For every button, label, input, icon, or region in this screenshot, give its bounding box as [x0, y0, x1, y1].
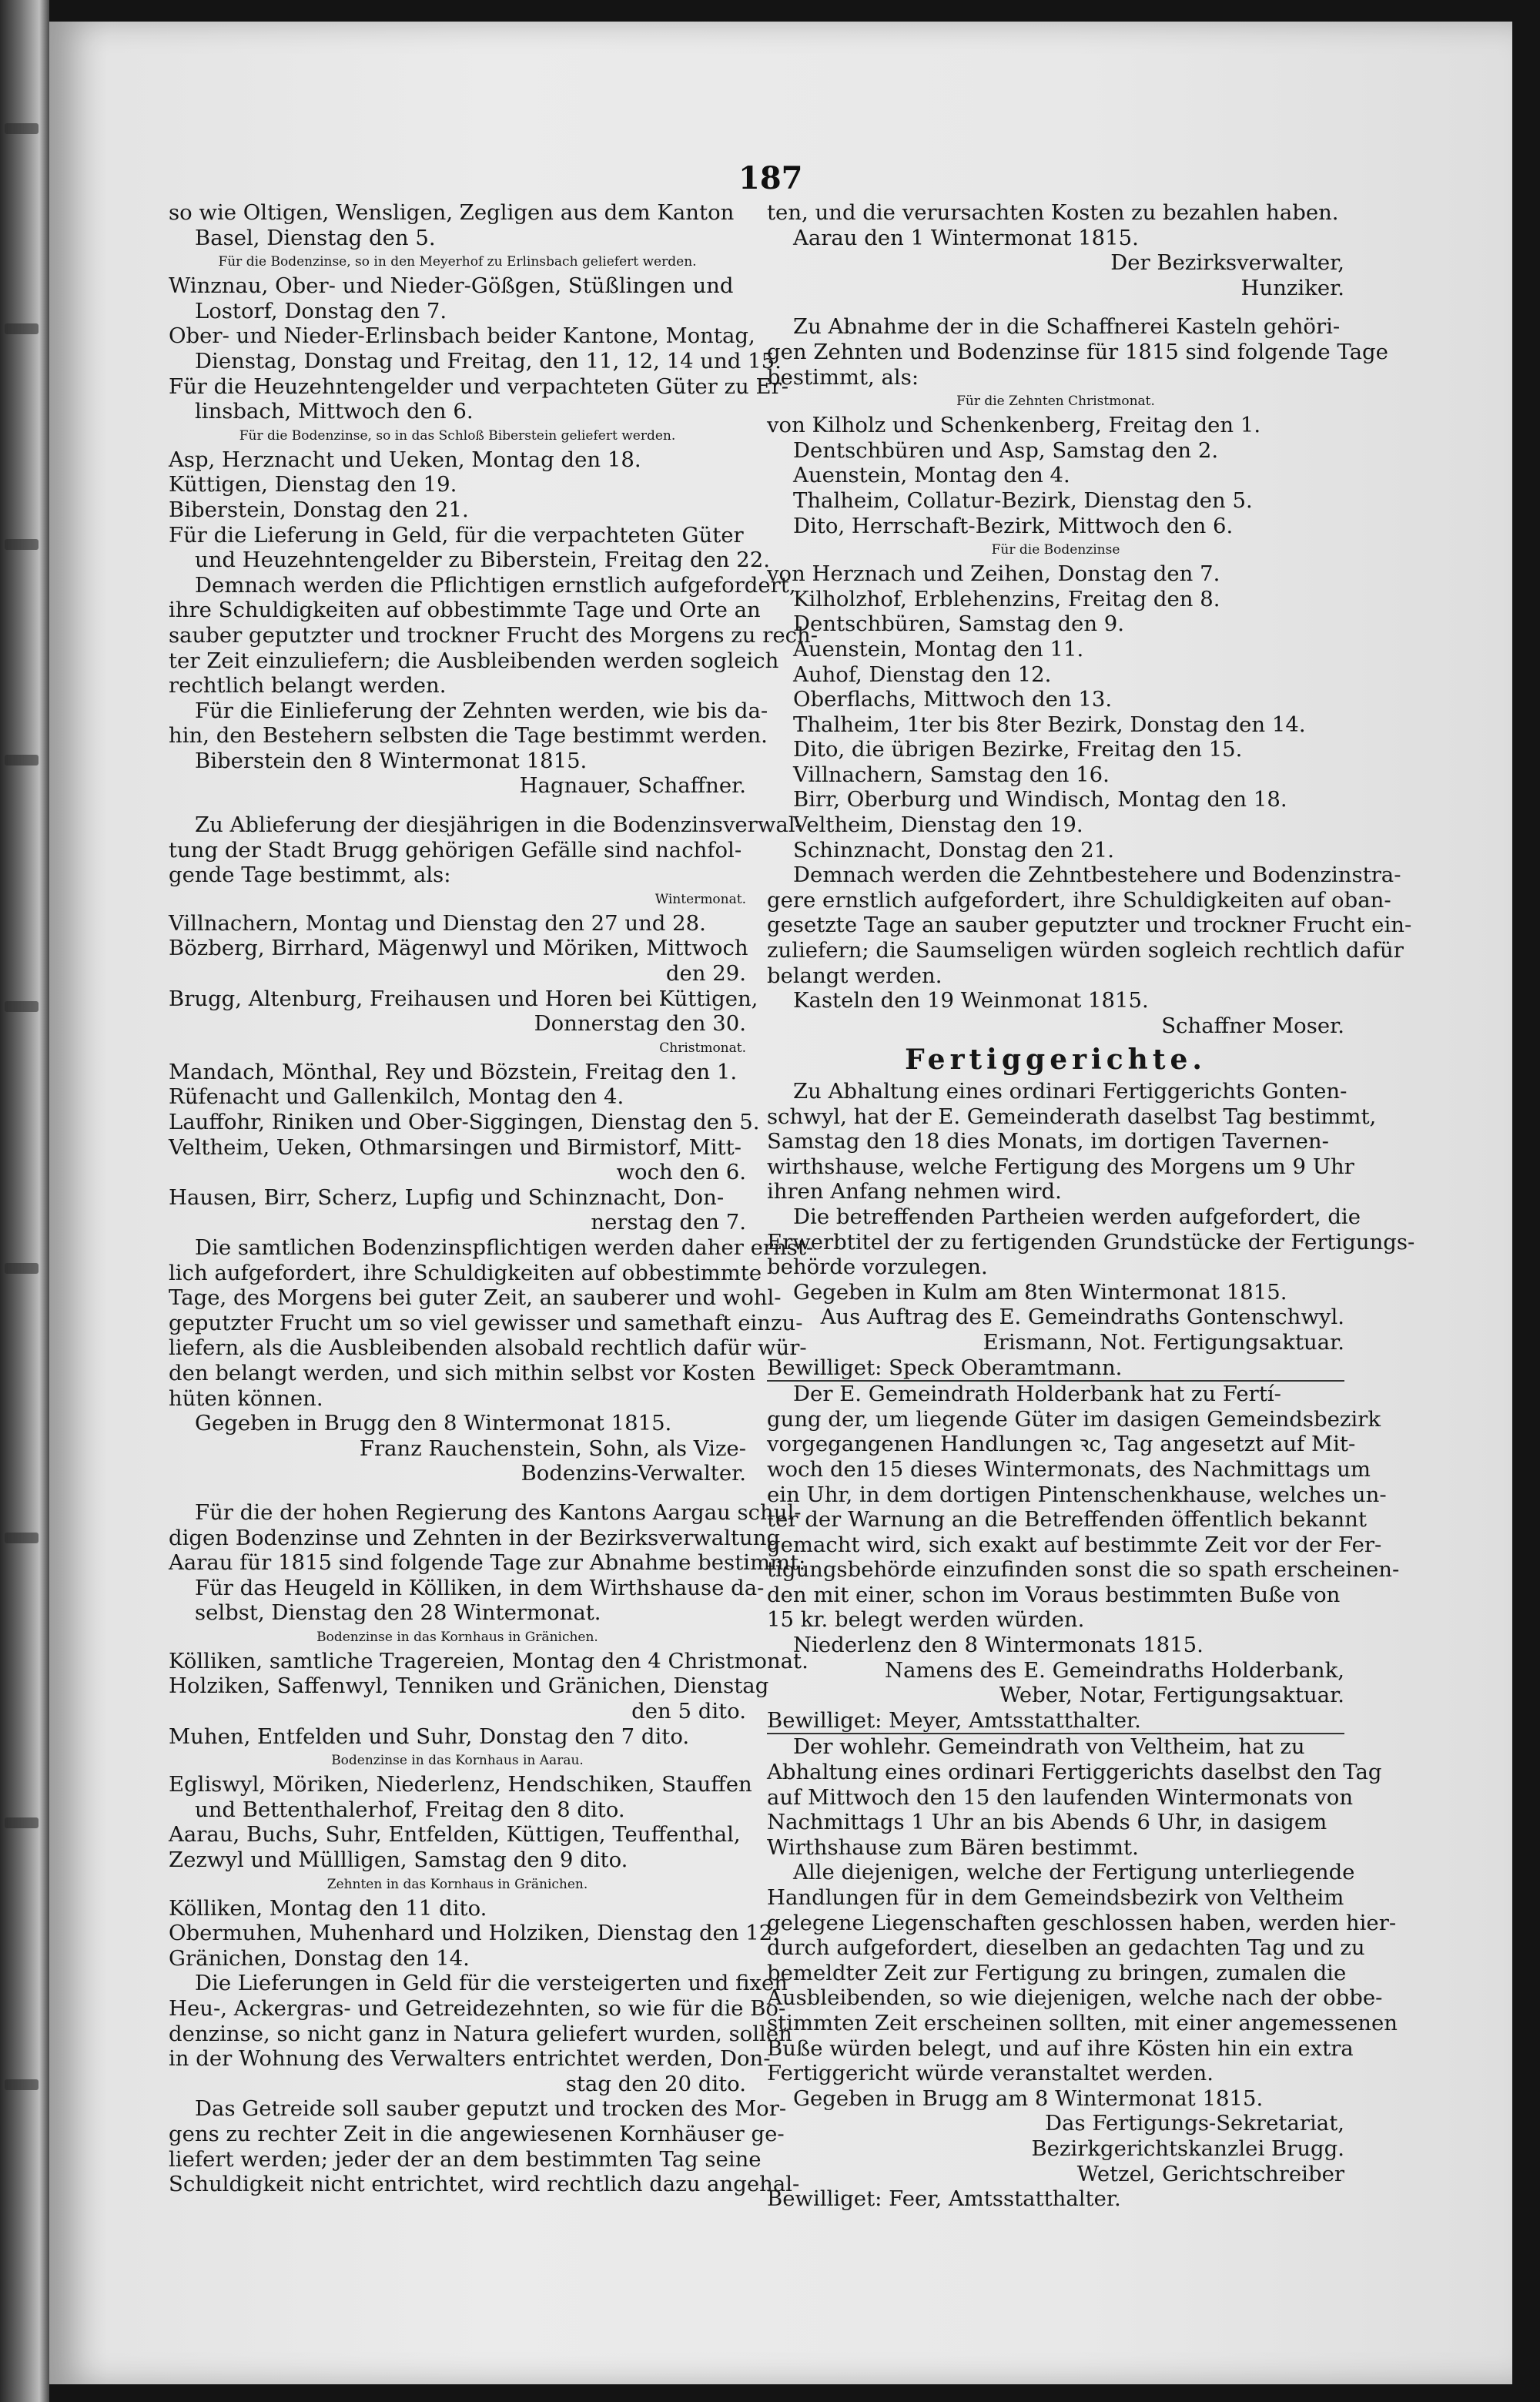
text-line: Bözberg, Birrhard, Mägenwyl und Möriken, Mittwoch: [169, 936, 748, 961]
text-line: Thalheim, 1ter bis 8ter Bezirk, Donstag den 14.: [793, 712, 1306, 737]
text-line: Handlungen für in dem Gemeindsbezirk von Veltheim: [767, 1885, 1344, 1910]
text-line: bestimmt, als:: [767, 364, 919, 390]
text-line: Küttigen, Dienstag den 19.: [169, 472, 457, 497]
text-line: Die Lieferungen in Geld für die versteigerten und fixen: [195, 1971, 788, 1996]
text-line: Aarau für 1815 sind folgende Tage zur Abnahme bestimmt:: [169, 1550, 806, 1576]
text-line: Buße würden belegt, und auf ihre Kösten hin ein extra: [767, 2035, 1354, 2061]
text-line: Ober- und Nieder-Erlinsbach beider Kantone, Montag,: [169, 323, 755, 349]
text-line: Ausbleibenden, so wie diejenigen, welche nach der obbe-: [767, 1985, 1383, 2011]
text-line: ein Uhr, in dem dortigen Pintenschenkhause, welches un-: [767, 1482, 1387, 1507]
text-line: ihre Schuldigkeiten auf obbestimmte Tage und Orte an: [169, 598, 761, 623]
text-line: gemacht wird, sich exakt auf bestimmte Zeit vor der Fer-: [767, 1532, 1382, 1557]
text-line: gung der, um liegende Güter im dasigen Gemeindsbezirk: [767, 1406, 1381, 1432]
text-line: Demnach werden die Pflichtigen ernstlich aufgefordert,: [195, 572, 796, 598]
text-line: Dito, Herrschaft-Bezirk, Mittwoch den 6.: [793, 513, 1234, 538]
subheading: Für die Bodenzinse: [991, 542, 1120, 558]
text-line: Donnerstag den 30.: [534, 1011, 746, 1037]
text-line: Zu Abnahme der in die Schaffnerei Kasteln gehöri-: [793, 314, 1341, 340]
text-line: ter Zeit einzuliefern; die Ausbleibenden werden sogleich: [169, 648, 779, 673]
text-line: Auenstein, Montag den 11.: [793, 636, 1084, 662]
text-line: Kölliken, Montag den 11 dito.: [169, 1895, 487, 1921]
text-line: Tage, des Morgens bei guter Zeit, an sauberer und wohl-: [169, 1285, 782, 1311]
subheading: Für die Bodenzinse, so in den Meyerhof zu Erlinsbach geliefert werden.: [218, 254, 697, 270]
text-line: Veltheim, Dienstag den 19.: [793, 812, 1083, 838]
text-line: Gegeben in Kulm am 8ten Wintermonat 1815.: [793, 1279, 1287, 1305]
text-line: Dentschbüren und Asp, Samstag den 2.: [793, 437, 1219, 463]
text-line: Biberstein den 8 Wintermonat 1815.: [195, 748, 588, 773]
text-line: von Herznach und Zeihen, Donstag den 7.: [767, 561, 1220, 587]
text-line: Lostorf, Donstag den 7.: [195, 298, 447, 323]
facing-page-edge: [0, 0, 49, 2402]
text-line: belangt werden.: [767, 963, 942, 988]
text-line: hin, den Bestehern selbsten die Tage bestimmt werden.: [169, 723, 768, 749]
text-line: liefern, als die Ausbleibenden alsobald rechtlich dafür wür-: [169, 1335, 807, 1361]
subheading: Christmonat.: [659, 1040, 746, 1056]
text-line: vorgegangenen Handlungen ꝛc, Tag angesetzt auf Mit-: [767, 1432, 1356, 1457]
text-line: Aarau, Buchs, Suhr, Entfelden, Küttigen, Teuffenthal,: [169, 1822, 741, 1848]
text-line: Für das Heugeld in Kölliken, in dem Wirthshause da-: [195, 1575, 765, 1600]
subheading: Für die Zehnten Christmonat.: [956, 394, 1155, 410]
left-column: [169, 200, 819, 2197]
text-line: Obermuhen, Muhenhard und Holziken, Dienstag den 12.: [169, 1921, 780, 1946]
text-line: gens zu rechter Zeit in die angewiesenen Kornhäuser ge-: [169, 2121, 785, 2146]
text-line: gende Tage bestimmt, als:: [169, 863, 451, 888]
text-line: denzinse, so nicht ganz in Natura geliefert wurden, sollen: [169, 2021, 792, 2046]
text-line: Bezirkgerichtskanzlei Brugg.: [1031, 2136, 1344, 2161]
text-line: Biberstein, Donstag den 21.: [169, 497, 469, 522]
text-line: Basel, Dienstag den 5.: [195, 225, 436, 250]
paragraph-gap: [169, 799, 746, 812]
text-line: den belangt werden, und sich mithin selbst vor Kosten: [169, 1360, 756, 1385]
text-line: woch den 6.: [616, 1160, 746, 1185]
text-line: Aarau den 1 Wintermonat 1815.: [793, 225, 1139, 250]
text-line: ten, und die verursachten Kosten zu bezahlen haben.: [767, 200, 1339, 225]
text-line: ihren Anfang nehmen wird.: [767, 1179, 1062, 1204]
text-line: Fertiggericht würde veranstaltet werden.: [767, 2061, 1214, 2086]
text-line: Hunziker.: [1240, 275, 1344, 300]
text-line: den mit einer, schon im Voraus bestimmten Buße von: [767, 1582, 1341, 1607]
text-line: schwyl, hat der E. Gemeinderath daselbst Tag bestimmt,: [767, 1104, 1377, 1129]
text-line: so wie Oltigen, Wensligen, Zegligen aus dem Kanton: [169, 200, 735, 225]
text-line: Für die Heuzehntengelder und verpachteten Güter zu Er-: [169, 374, 789, 399]
text-line: Zu Abhaltung eines ordinari Fertiggerichts Gonten-: [793, 1079, 1348, 1104]
text-line: Namens des E. Gemeindraths Holderbank,: [885, 1657, 1344, 1683]
text-line: Holziken, Saffenwyl, Tenniken und Gränichen, Dienstag: [169, 1673, 769, 1699]
text-line: Birr, Oberburg und Windisch, Montag den 18.: [793, 787, 1287, 812]
text-line: Wirthshause zum Bären bestimmt.: [767, 1834, 1139, 1860]
text-line: Kasteln den 19 Weinmonat 1815.: [793, 988, 1149, 1013]
subheading: Bodenzinse in das Kornhaus in Aarau.: [331, 1753, 584, 1769]
subheading: Zehnten in das Kornhaus in Gränichen.: [326, 1876, 588, 1892]
subheading: Wintermonat.: [654, 891, 746, 907]
text-line: rechtlich belangt werden.: [169, 673, 447, 698]
text-line: sauber geputzter und trockner Frucht des Morgens zu rech-: [169, 622, 819, 648]
text-line: hüten können.: [169, 1385, 323, 1411]
text-line: Kilholzhof, Erblehenzins, Freitag den 8.: [793, 586, 1220, 611]
text-line: Bewilliget: Speck Oberamtmann.: [767, 1355, 1123, 1380]
text-line: Nachmittags 1 Uhr an bis Abends 6 Uhr, in dasigem: [767, 1810, 1327, 1835]
text-line: geputzter Frucht um so viel gewisser und samethaft einzu-: [169, 1310, 803, 1335]
text-line: wirthshause, welche Fertigung des Morgens um 9 Uhr: [767, 1154, 1354, 1179]
text-line: Erismann, Not. Fertigungsaktuar.: [983, 1329, 1344, 1355]
text-line: Niederlenz den 8 Wintermonats 1815.: [793, 1633, 1204, 1658]
text-line: auf Mittwoch den 15 den laufenden Wintermonats von: [767, 1784, 1354, 1810]
text-line: Abhaltung eines ordinari Fertiggerichts daselbst den Tag: [767, 1760, 1382, 1785]
text-line: Bewilliget: Meyer, Amtsstatthalter.: [767, 1707, 1141, 1733]
text-line: Bodenzins-Verwalter.: [521, 1461, 746, 1486]
text-line: Brugg, Altenburg, Freihausen und Horen bei Küttigen,: [169, 986, 758, 1011]
text-line: digen Bodenzinse und Zehnten in der Bezirksverwaltung: [169, 1525, 781, 1550]
text-line: gere ernstlich aufgefordert, ihre Schuldigkeiten auf oban-: [767, 887, 1391, 913]
text-line: Heu-, Ackergras- und Getreidezehnten, so wie für die Bo-: [169, 1996, 786, 2021]
text-line: Aus Auftrag des E. Gemeindraths Gontenschwyl.: [820, 1305, 1344, 1330]
subheading: Bodenzinse in das Kornhaus in Gränichen.: [316, 1629, 598, 1645]
text-line: linsbach, Mittwoch den 6.: [195, 399, 474, 424]
text-line: Gegeben in Brugg am 8 Wintermonat 1815.: [793, 2085, 1264, 2111]
text-line: Das Getreide soll sauber geputzt und trocken des Mor-: [195, 2096, 787, 2122]
text-line: Lauffohr, Riniken und Ober-Siggingen, Dienstag den 5.: [169, 1110, 760, 1134]
page-number: 187: [738, 160, 803, 196]
text-line: Villnachern, Montag und Dienstag den 27 und 28.: [169, 910, 706, 936]
text-line: Winznau, Ober- und Nieder-Gößgen, Stüßlingen und: [169, 273, 734, 299]
text-line: tigungsbehörde einzufinden sonst die so spath erscheinen-: [767, 1557, 1400, 1583]
text-line: Für die Einlieferung der Zehnten werden, wie bis da-: [195, 698, 768, 723]
text-line: Schinznacht, Donstag den 21.: [793, 837, 1114, 863]
text-line: Alle diejenigen, welche der Fertigung unterliegende: [793, 1860, 1355, 1885]
text-line: Bewilliget: Feer, Amtsstatthalter.: [767, 2186, 1121, 2212]
text-line: Asp, Herznacht und Ueken, Montag den 18.: [169, 447, 641, 472]
text-line: von Kilholz und Schenkenberg, Freitag den 1.: [767, 413, 1261, 438]
text-line: Für die Lieferung in Geld, für die verpachteten Güter: [169, 522, 744, 548]
text-line: stimmten Zeit erscheinen sollten, mit einer angemessenen: [767, 2010, 1398, 2035]
text-line: Die betreffenden Partheien werden aufgefordert, die: [793, 1204, 1361, 1229]
text-line: Für die der hohen Regierung des Kantons Aargau schul-: [195, 1499, 802, 1525]
text-line: Das Fertigungs-Sekretariat,: [1045, 2111, 1344, 2136]
text-line: 15 kr. belegt werden würden.: [767, 1607, 1085, 1633]
text-line: Wetzel, Gerichtschreiber: [1076, 2161, 1344, 2186]
text-line: und Bettenthalerhof, Freitag den 8 dito.: [195, 1797, 625, 1822]
text-line: Die samtlichen Bodenzinspflichtigen werden daher ernst-: [195, 1235, 814, 1260]
text-line: Kölliken, samtliche Tragereien, Montag den 4 Christmonat.: [169, 1648, 808, 1673]
text-line: lich aufgefordert, ihre Schuldigkeiten auf obbestimmte: [169, 1260, 762, 1285]
text-line: Mandach, Mönthal, Rey und Bözstein, Freitag den 1.: [169, 1059, 738, 1084]
text-line: Veltheim, Ueken, Othmarsingen und Birmistorf, Mitt-: [169, 1134, 742, 1160]
text-line: ter der Warnung an die Betreffenden öffentlich bekannt: [767, 1507, 1367, 1533]
text-line: Der Bezirksverwalter,: [1110, 250, 1344, 276]
text-line: Erwerbtitel der zu fertigenden Grundstücke der Fertigungs-: [767, 1229, 1415, 1255]
text-line: Egliswyl, Möriken, Niederlenz, Hendschiken, Stauffen: [169, 1772, 752, 1797]
text-line: liefert werden; jeder der an dem bestimmten Tag seine: [169, 2146, 762, 2172]
text-line: bemeldter Zeit zur Fertigung zu bringen, zumalen die: [767, 1960, 1347, 1985]
text-line: Gegeben in Brugg den 8 Wintermonat 1815.: [195, 1411, 672, 1436]
paragraph-gap: [767, 300, 1344, 314]
text-line: Schuldigkeit nicht entrichtet, wird rechtlich dazu angehal-: [169, 2172, 800, 2197]
text-line: Thalheim, Collatur-Bezirk, Dienstag den 5.: [793, 487, 1253, 513]
text-line: durch aufgefordert, dieselben an gedachten Tag und zu: [767, 1935, 1365, 1961]
text-line: gelegene Liegenschaften geschlossen haben, werden hier-: [767, 1910, 1397, 1935]
text-line: Auenstein, Montag den 4.: [793, 463, 1070, 488]
text-line: Weber, Notar, Fertigungsaktuar.: [999, 1683, 1344, 1708]
text-line: und Heuzehntengelder zu Biberstein, Freitag den 22.: [195, 548, 770, 573]
text-line: Hausen, Birr, Scherz, Lupfig und Schinznacht, Don-: [169, 1184, 725, 1210]
subheading: Für die Bodenzinse, so in das Schloß Biberstein geliefert werden.: [239, 427, 676, 444]
text-line: stag den 20 dito.: [565, 2071, 746, 2096]
text-line: Samstag den 18 dies Monats, im dortigen Tavernen-: [767, 1129, 1329, 1154]
text-line: Muhen, Entfelden und Suhr, Donstag den 7 dito.: [169, 1724, 690, 1749]
right-column: [767, 200, 1415, 2212]
text-line: Hagnauer, Schaffner.: [519, 773, 746, 799]
text-line: woch den 15 dieses Wintermonats, des Nachmittags um: [767, 1456, 1371, 1482]
paragraph-gap: [169, 1486, 746, 1500]
text-line: den 29.: [665, 961, 746, 987]
text-line: gen Zehnten und Bodenzinse für 1815 sind folgende Tage: [767, 339, 1388, 364]
text-line: nerstag den 7.: [591, 1210, 746, 1235]
newspaper-page: [49, 22, 1512, 2384]
text-line: Der E. Gemeindrath Holderbank hat zu Fertí-: [793, 1382, 1281, 1407]
text-line: den 5 dito.: [631, 1699, 746, 1724]
text-line: zuliefern; die Saumseligen würden sogleich rechtlich dafür: [767, 938, 1404, 963]
text-line: Demnach werden die Zehntbestehere und Bodenzinstra-: [793, 863, 1401, 888]
text-line: Dentschbüren, Samstag den 9.: [793, 611, 1125, 637]
text-line: Rüfenacht und Gallenkilch, Montag den 4.: [169, 1084, 624, 1110]
text-line: Dienstag, Donstag und Freitag, den 11, 12, 14 und 15.: [195, 348, 782, 374]
text-line: in der Wohnung des Verwalters entrichtet werden, Don-: [169, 2046, 771, 2072]
text-line: Oberflachs, Mittwoch den 13.: [793, 687, 1113, 712]
text-line: Dito, die übrigen Bezirke, Freitag den 15.: [793, 737, 1243, 762]
text-line: Zu Ablieferung der diesjährigen in die Bodenzinsverwal-: [195, 812, 802, 838]
text-line: Schaffner Moser.: [1161, 1013, 1344, 1038]
text-line: Gränichen, Donstag den 14.: [169, 1945, 470, 1971]
section-heading: Fertiggerichte.: [905, 1044, 1207, 1077]
text-line: Der wohlehr. Gemeindrath von Veltheim, hat zu: [793, 1734, 1305, 1760]
text-line: Auhof, Dienstag den 12.: [793, 662, 1052, 687]
text-line: Zezwyl und Müllligen, Samstag den 9 dito.: [169, 1848, 628, 1873]
text-line: Franz Rauchenstein, Sohn, als Vize-: [359, 1436, 746, 1461]
text-line: behörde vorzulegen.: [767, 1255, 988, 1280]
text-line: Villnachern, Samstag den 16.: [793, 762, 1110, 787]
text-line: tung der Stadt Brugg gehörigen Gefälle sind nachfol-: [169, 837, 742, 863]
text-line: selbst, Dienstag den 28 Wintermonat.: [195, 1600, 601, 1626]
text-line: gesetzte Tage an sauber geputzter und trockner Frucht ein-: [767, 913, 1412, 938]
